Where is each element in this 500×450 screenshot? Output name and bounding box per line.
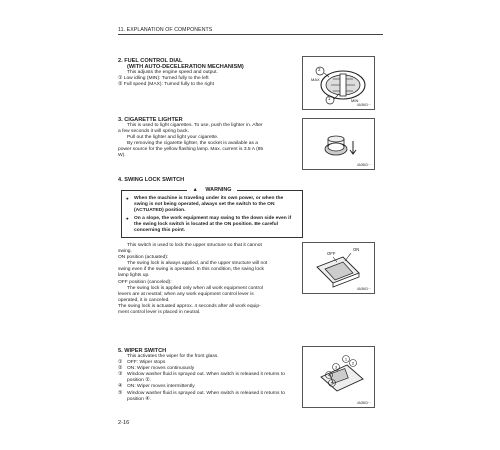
fuel-dial-icon xyxy=(303,57,374,109)
cig-text-1: This is used to light cigarettes. To use, push the lighter in. After xyxy=(127,123,263,128)
warning-item-2: ● On a slope, the work equipment may swing to the down side even if the swing lock switch is located at the ON position. Be careful concerning this point. xyxy=(125,216,297,234)
wiper-item-3-num: ③ xyxy=(118,372,123,378)
cig-text-6: W). xyxy=(118,153,126,159)
wiper-item-2-text: ON: Wiper moves continuously xyxy=(127,366,195,372)
cig-text-2: a few seconds it will spring back. xyxy=(118,129,189,135)
swing-lock-switch-icon xyxy=(303,243,374,293)
fuel-line-3: ② Full speed (MAX): Turned fully to the right xyxy=(118,82,214,88)
cigarette-section xyxy=(118,117,298,160)
wiper-item-5-num: ⑤ xyxy=(118,390,123,396)
fuel-dial-figure xyxy=(302,56,375,110)
cig-fig-code: 4A0563··· xyxy=(356,163,371,167)
warning-box xyxy=(121,187,303,238)
wiper-item-4-num: ④ xyxy=(118,384,123,390)
warning-title: WARNING xyxy=(202,187,234,193)
swing-fig-off: OFF xyxy=(327,251,336,256)
swing-text-1: This switch is used to lock the upper structure so that it cannot xyxy=(127,243,262,248)
swing-text-10: operated, it is canceled. xyxy=(118,297,170,303)
swing-text-7: OFF position (canceled): xyxy=(118,279,172,285)
fuel-fig-num2: 2 xyxy=(318,67,321,72)
swing-text-9: levers are at neutral; when any work equipment control lever is xyxy=(118,291,254,297)
fuel-title: 2. FUEL CONTROL DIAL xyxy=(118,58,183,64)
wiper-section xyxy=(118,348,298,403)
wiper-item-3 xyxy=(118,372,298,384)
wiper-item-5-text: Window washer fluid is sprayed out. When switch is released it returns to position ④. xyxy=(127,390,285,402)
swing-body xyxy=(118,243,300,316)
cig-text-4: By removing the cigarette lighter, the socket is available as a xyxy=(127,141,259,147)
swing-title: 4. SWING LOCK SWITCH xyxy=(118,177,185,183)
swing-text-5: swing even if the swing is operated. In this condition, the swing lock xyxy=(118,267,264,273)
swing-text-6: lamp lights up. xyxy=(118,273,150,279)
swing-text-4: The swing lock is always applied, and the upper structure will not xyxy=(127,261,268,267)
page-number: 2-16 xyxy=(118,420,130,426)
fuel-subtitle: (WITH AUTO-DECELERATION MECHANISM) xyxy=(127,64,244,70)
cig-title: 3. CIGARETTE LIGHTER xyxy=(118,117,183,123)
swing-text-8: The swing lock is applied only when all work equipment control xyxy=(127,285,263,291)
wiper-item-5 xyxy=(118,391,298,403)
warning-header xyxy=(122,187,302,193)
wiper-switch-figure xyxy=(302,346,375,408)
swing-lock-figure xyxy=(302,242,375,294)
fuel-section xyxy=(118,58,298,88)
swing-text-3: ON position (actuated): xyxy=(118,255,169,261)
cigarette-lighter-icon xyxy=(303,119,374,169)
svg-text:5: 5 xyxy=(330,380,334,386)
warning-item-1: ● When the machine is traveling under its own power, or when the swing is not being operated, always set the switch to the ON (ACTUATED) position. xyxy=(125,196,297,214)
wiper-fig-code: 4A0563··· xyxy=(356,401,371,405)
fuel-fig-code: 4A0563··· xyxy=(356,103,371,107)
wiper-item-1-text: OFF: Wiper stops xyxy=(127,360,166,366)
fuel-line-2: ① Low idling (MIN): Turned fully to the left xyxy=(118,76,209,82)
running-header: 11. EXPLANATION OF COMPONENTS xyxy=(118,27,383,35)
fuel-fig-num1: 1 xyxy=(328,96,331,101)
swing-text-11: The swing lock is actuated approx. 4 seconds after all work equip- xyxy=(118,303,261,309)
swing-fig-code: 4A0563··· xyxy=(356,287,371,291)
swing-text-2: swing. xyxy=(118,249,132,255)
wiper-item-0-text: This activates the wiper for the front glass. xyxy=(127,354,219,359)
fuel-fig-max: MAX xyxy=(311,77,320,82)
wiper-switch-icon xyxy=(303,347,374,407)
wiper-item-4-text: ON: Wiper moves intermittently xyxy=(127,384,195,390)
fuel-line-1: This adjusts the engine speed and output. xyxy=(127,70,218,75)
svg-text:2: 2 xyxy=(351,360,355,366)
wiper-item-3-text: Window washer fluid is sprayed out. When switch is released it returns to position ②. xyxy=(127,372,285,384)
swing-fig-on: ON xyxy=(353,247,360,252)
cig-text-3: Pull out the lighter and light your cigarette. xyxy=(127,135,219,141)
cig-text-5: power source for the yellow flashing lamp. Max. current is 3.5 A (85 xyxy=(118,147,264,153)
svg-text:1: 1 xyxy=(344,356,348,362)
wiper-title: 5. WIPER SWITCH xyxy=(118,348,167,354)
fuel-fig-min: MIN xyxy=(351,98,359,103)
svg-text:4: 4 xyxy=(327,372,331,378)
svg-text:3: 3 xyxy=(334,364,338,370)
swing-text-12: ment control lever is placed in neutral. xyxy=(118,310,201,316)
wiper-item-2-num: ② xyxy=(118,366,123,372)
warning-triangle-icon: ▲ xyxy=(190,187,201,193)
wiper-item-1-num: ① xyxy=(118,360,123,366)
cigarette-lighter-figure xyxy=(302,118,375,170)
